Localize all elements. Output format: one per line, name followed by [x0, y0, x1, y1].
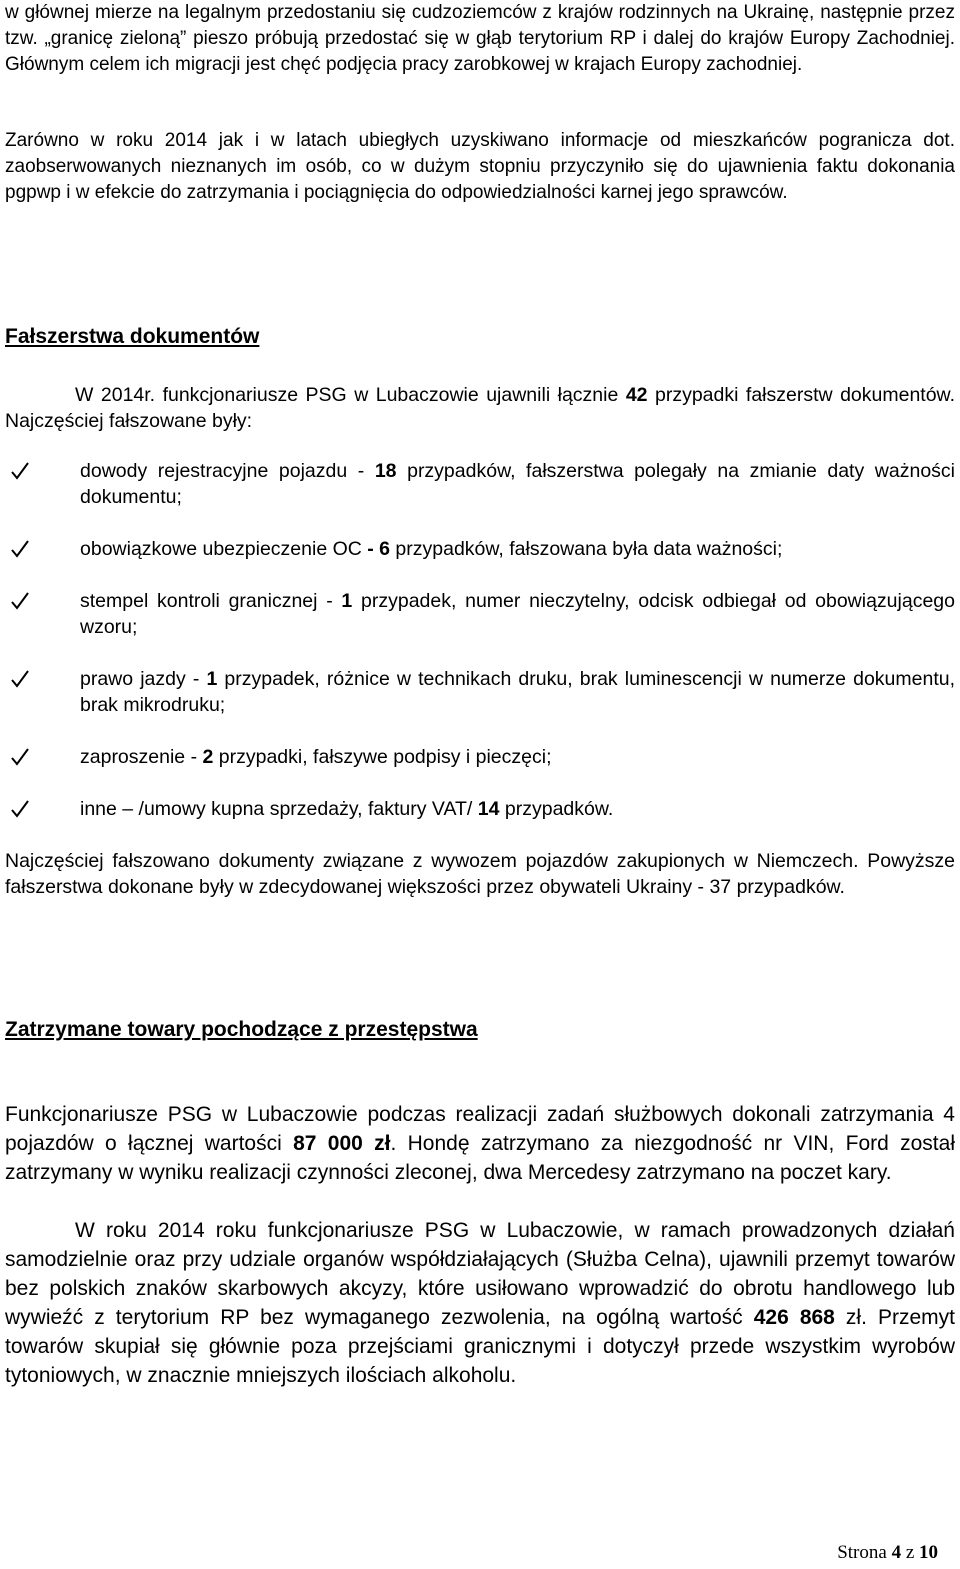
smuggling-value: 426 868	[753, 1306, 835, 1329]
checkmark-icon	[10, 536, 30, 562]
list-item: stempel kontroli granicznej - 1 przypadek, numer nieczytelny, odcisk odbiegał od obowiązującego wzoru;	[5, 588, 955, 640]
section-heading-zatrzymane-towary: Zatrzymane towary pochodzące z przestępstwa	[5, 1018, 478, 1041]
checkmark-icon	[10, 588, 30, 614]
list-item: obowiązkowe ubezpieczenie OC - 6 przypadków, fałszowana była data ważności;	[5, 536, 955, 562]
list-item: inne – /umowy kupna sprzedaży, faktury VAT/ 14 przypadków.	[5, 796, 955, 822]
list-item: zaproszenie - 2 przypadki, fałszywe podpisy i pieczęci;	[5, 744, 955, 770]
list-item: prawo jazdy - 1 przypadek, różnice w technikach druku, brak luminescencji w numerze dokumentu, brak mikrodruku;	[5, 666, 955, 718]
checkmark-icon	[10, 666, 30, 692]
list-item: dowody rejestracyjne pojazdu - 18 przypadków, fałszerstwa polegały na zmianie daty ważności dokumentu;	[5, 458, 955, 510]
intro-paragraph: w głównej mierze na legalnym przedostaniu się cudzoziemców z krajów rodzinnych na Ukrainę, następnie przez tzw. „granicę zieloną” pieszo próbują przedostać się w głąb terytorium RP i dalej do krajów Europy Zachodniej. Głównym celem ich migracji jest chęć podjęcia pracy zarobkowej w krajach Europy zachodniej.	[5, 2, 955, 75]
section1-intro: W 2014r. funkcjonariusze PSG w Lubaczowie ujawnili łącznie 42 przypadki fałszerstw dokumentów. Najczęściej fałszowane były:	[5, 384, 955, 432]
section2-paragraph-2: W roku 2014 roku funkcjonariusze PSG w Lubaczowie, w ramach prowadzonych działań samodzielnie oraz przy udziale organów współdziałających (Służba Celna), ujawnili przemyt towarów bez polskich znaków skarbowych akcyzy, które usiłowano wprowadzić do obrotu handlowego lub wywieźć z terytorium RP bez wymaganego zezwolenia, na ogólną wartość 426 868 zł. Przemyt towarów skupiał się głównie poza przejściami granicznymi i dotyczył przede wszystkim wyrobów tytoniowych, w znacznie mniejszych ilościach alkoholu.	[5, 1219, 955, 1387]
total-count: 42	[625, 384, 648, 406]
checkmark-icon	[10, 796, 30, 822]
section-heading-falszerstwa: Fałszerstwa dokumentów	[5, 325, 260, 348]
checkmark-icon	[10, 744, 30, 770]
section1-summary: Najczęściej fałszowano dokumenty związane z wywozem pojazdów zakupionych w Niemczech. Powyższe fałszerstwa dokonane były w zdecydowanej większości przez obywateli Ukrainy - 37 przypadków.	[5, 850, 955, 898]
info-paragraph: Zarówno w roku 2014 jak i w latach ubiegłych uzyskiwano informacje od mieszkańców pogranicza dot. zaobserwowanych nieznanych im osób, co w dużym stopniu przyczyniło się do ujawnienia faktu dokonania pgpwp i w efekcie do zatrzymania i pociągnięcia do odpowiedzialności karnej jego sprawców.	[5, 130, 955, 203]
section2-paragraph-1: Funkcjonariusze PSG w Lubaczowie podczas realizacji zadań służbowych dokonali zatrzymania 4 pojazdów o łącznej wartości 87 000 zł. Hondę zatrzymano za niezgodność nr VIN, Ford został zatrzymany w wyniku realizacji czynności zleconej, dwa Mercedesy zatrzymano na poczet kary.	[5, 1103, 955, 1184]
page-number: Strona 4 z 10	[837, 1542, 938, 1563]
checkmark-icon	[10, 458, 30, 484]
vehicles-value: 87 000 zł	[293, 1132, 391, 1155]
